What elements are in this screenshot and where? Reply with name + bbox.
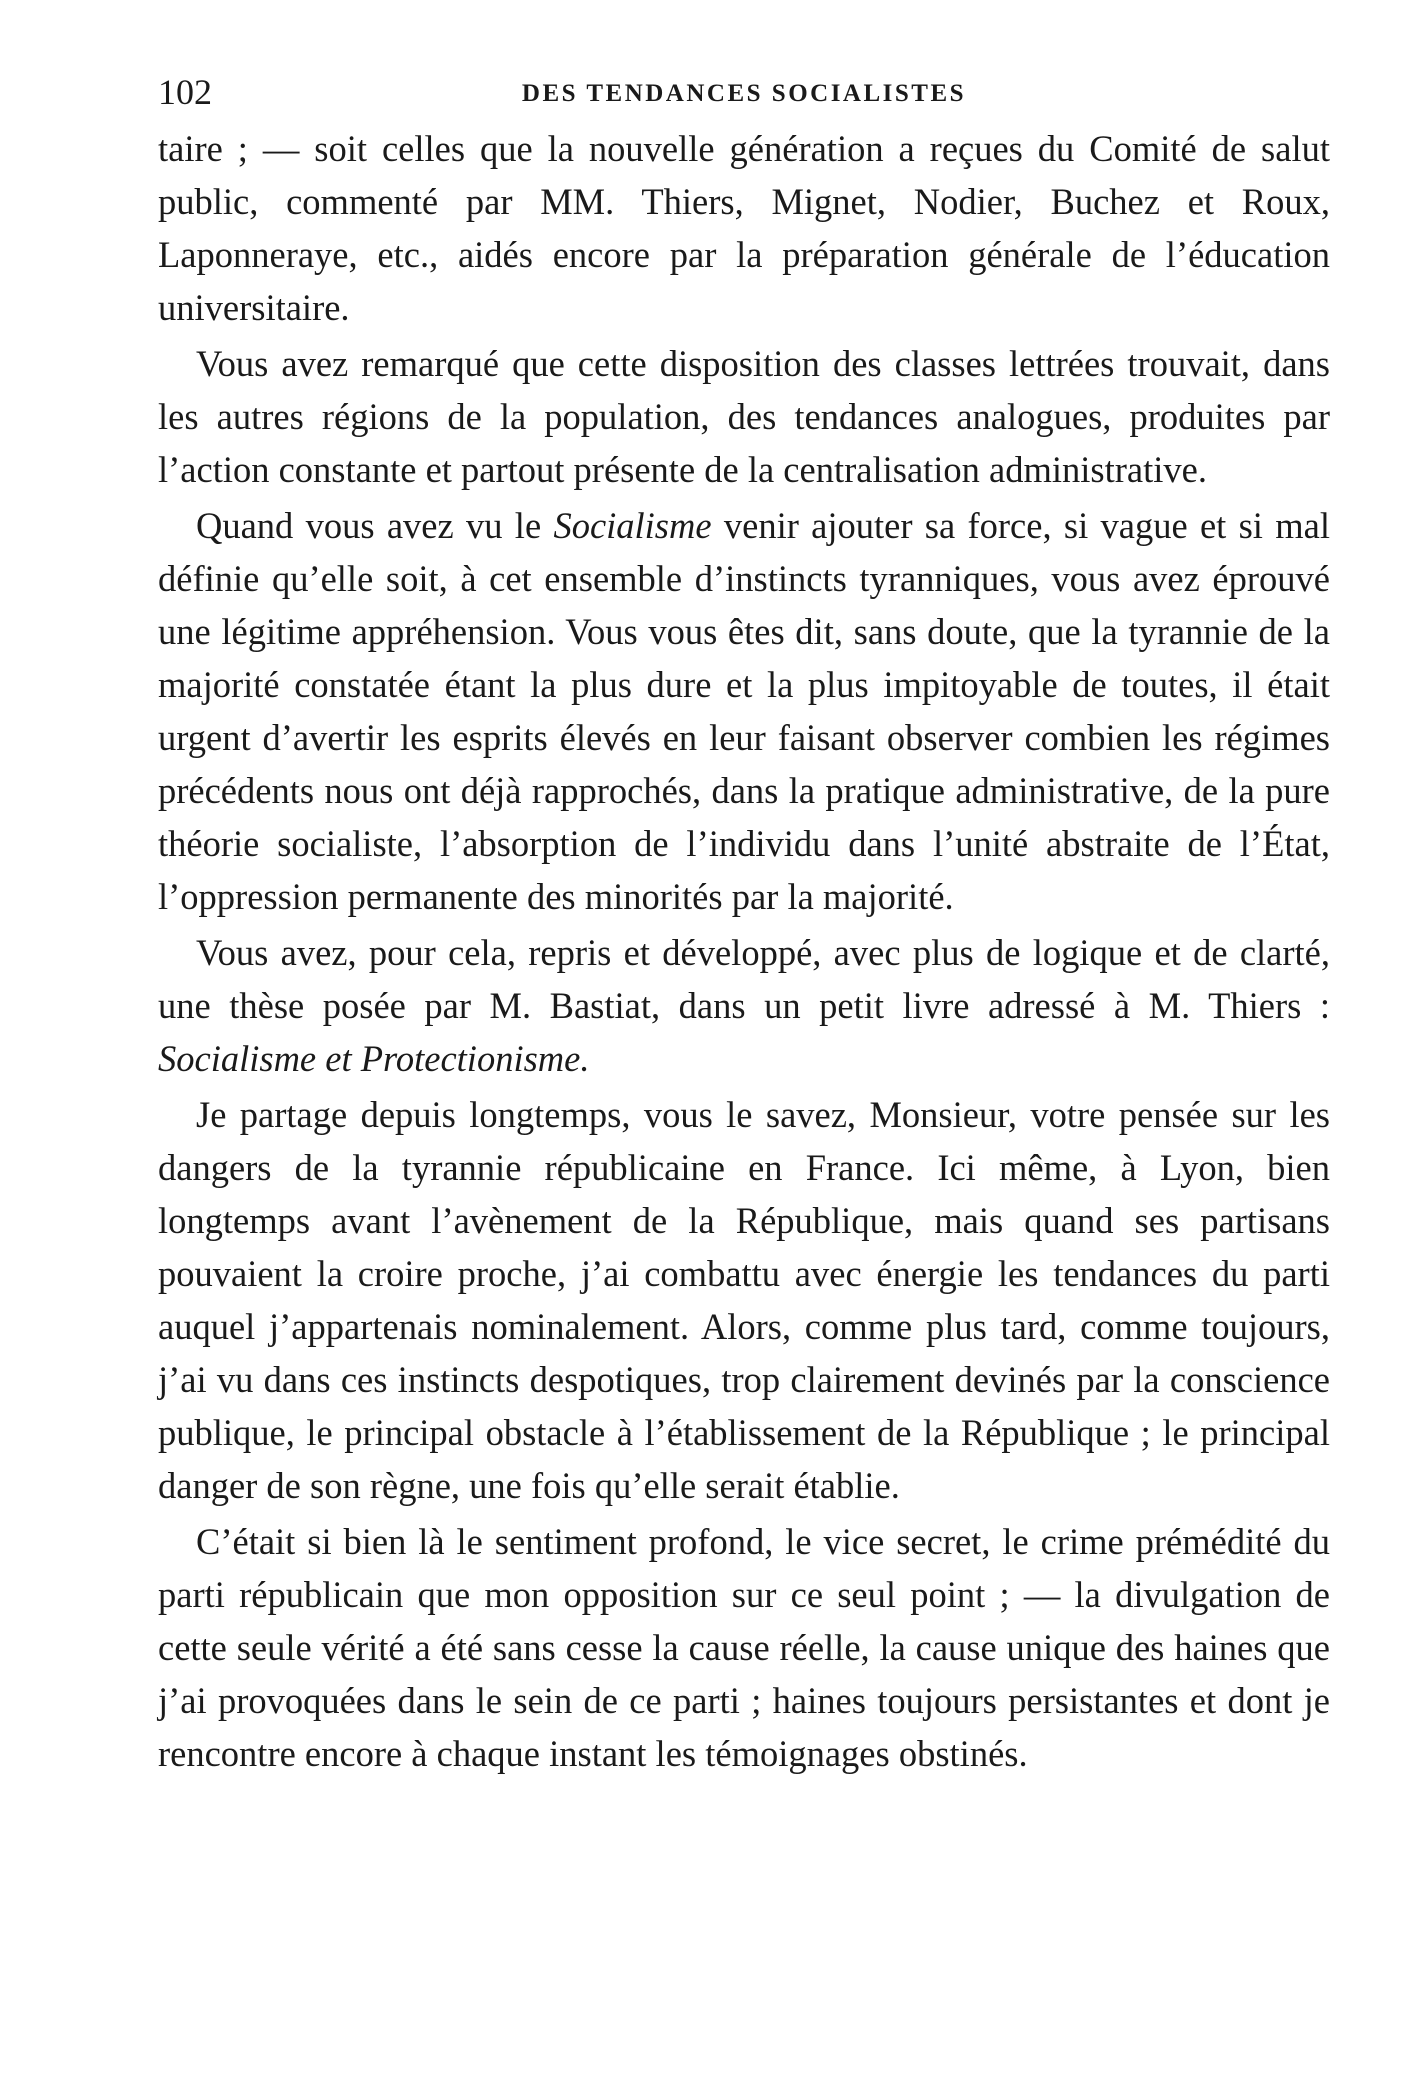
running-title: DES TENDANCES SOCIALISTES <box>521 80 967 107</box>
running-head <box>158 70 1330 114</box>
paragraph-text: taire ; — soit celles que la nouvelle génération a reçues du Comité de salut public, commenté par MM. Thiers, Mignet, Nodier, Buchez et Roux, Laponneraye, etc., aidés encore par la préparation générale de l’éducation universitaire. <box>158 128 1330 328</box>
italic-book-title: Socialisme et Protectionisme. <box>158 1038 590 1079</box>
paragraph <box>158 1515 1330 1780</box>
paragraph <box>158 926 1330 1085</box>
italic-term-socialisme: Socialisme <box>553 505 712 546</box>
paragraph-continuation <box>158 122 1330 334</box>
paragraph <box>158 337 1330 496</box>
paragraph-text: Vous avez remarqué que cette disposition des classes lettrées trouvait, dans les autres régions de la population, des tendances analogues, produites par l’action constante et partout présente de la centralisation administrative. <box>158 343 1330 490</box>
paragraph-text: venir ajouter sa force, si vague et si mal définie qu’elle soit, à cet ensemble d’instincts tyranniques, vous avez éprouvé une légitime appréhension. Vous vous êtes dit, sans doute, que la tyrannie de la majorité constatée étant la plus dure et la plus impitoyable de toutes, il était urgent d’avertir les esprits élevés en leur faisant observer combien les régimes précédents nous ont déjà rapprochés, dans la pratique administrative, de la pure théorie socialiste, l’absorption de l’individu dans l’unité abstraite de l’État, l’oppression permanente des minorités par la majorité. <box>158 505 1330 917</box>
paragraph-text: C’était si bien là le sentiment profond, le vice secret, le crime prémédité du parti républicain que mon opposition sur ce seul point ; — la divulgation de cette seule vérité a été sans cesse la cause réelle, la cause unique des haines que j’ai provoquées dans le sein de ce parti ; haines toujours persistantes et dont je rencontre encore à chaque instant les témoignages obstinés. <box>158 1521 1330 1774</box>
paragraph-text: Vous avez, pour cela, repris et développé, avec plus de logique et de clarté, une thèse posée par M. Bastiat, dans un petit livre adressé à M. Thiers : <box>158 932 1330 1026</box>
paragraph-text: Quand vous avez vu le <box>196 505 554 546</box>
paragraph <box>158 499 1330 923</box>
paragraph <box>158 1088 1330 1512</box>
book-page <box>158 70 1330 1780</box>
page-number: 102 <box>158 72 212 112</box>
body-text <box>158 122 1330 1780</box>
paragraph-text: Je partage depuis longtemps, vous le savez, Monsieur, votre pensée sur les dangers de la tyrannie républicaine en France. Ici même, à Lyon, bien longtemps avant l’avènement de la République, mais quand ses partisans pouvaient la croire proche, j’ai combattu avec énergie les tendances du parti auquel j’appartenais nominalement. Alors, comme plus tard, comme toujours, j’ai vu dans ces instincts despotiques, trop clairement devinés par la conscience publique, le principal obstacle à l’établissement de la République ; le principal danger de son règne, une fois qu’elle serait établie. <box>158 1094 1330 1506</box>
